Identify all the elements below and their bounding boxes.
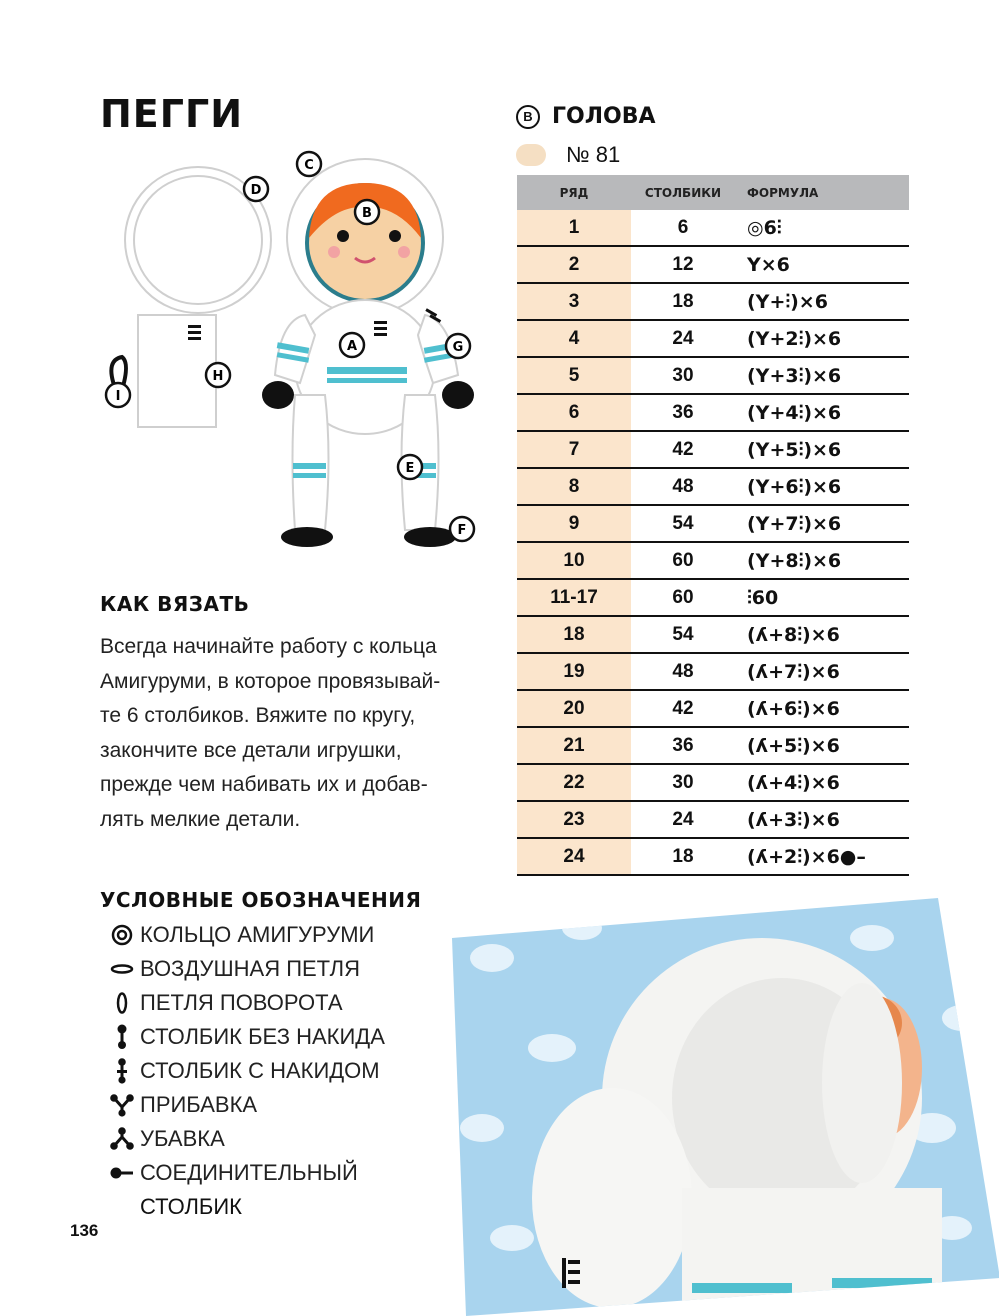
table-row (517, 690, 909, 727)
row-number-cell: 20 (517, 690, 631, 727)
diagram-label: A (346, 339, 358, 354)
row-number-cell: 2 (517, 246, 631, 283)
legend-item (104, 918, 484, 952)
row-number-cell: 5 (517, 357, 631, 394)
table-row (517, 283, 909, 320)
table-row (517, 246, 909, 283)
right-boot (404, 527, 456, 547)
stitches-cell: 30 (631, 357, 735, 394)
diagram-label: B (362, 206, 372, 221)
legend-label: СТОЛБИК БЕЗ НАКИДА (140, 1024, 385, 1049)
row-number-cell: 19 (517, 653, 631, 690)
formula-cell: (ʎ+6⫶)×6 (735, 690, 909, 727)
formula-cell: ◎6⫶ (735, 210, 909, 246)
stitches-cell: 24 (631, 320, 735, 357)
formula-cell: (Y+6⫶)×6 (735, 468, 909, 505)
legend-label-continued: СТОЛБИК (140, 1194, 242, 1219)
stitches-cell: 54 (631, 616, 735, 653)
page-title: ПЕГГИ (100, 92, 243, 136)
stitches-cell: 18 (631, 838, 735, 875)
howto-line: лять мелкие детали. (100, 807, 301, 831)
left-eye (337, 230, 349, 242)
legend-item (104, 1156, 484, 1190)
formula-cell: (Y+3⫶)×6 (735, 357, 909, 394)
howto-text (100, 630, 490, 837)
row-number-cell: 9 (517, 505, 631, 542)
stitches-cell: 12 (631, 246, 735, 283)
slip-stitch-icon (104, 1167, 140, 1179)
formula-cell: (Y+8⫶)×6 (735, 542, 909, 579)
formula-cell: (ʎ+4⫶)×6 (735, 764, 909, 801)
stitches-cell: 42 (631, 431, 735, 468)
col-row-header: РЯД (517, 175, 631, 210)
legend-label: ВОЗДУШНАЯ ПЕТЛЯ (140, 956, 360, 981)
stitches-cell: 60 (631, 579, 735, 616)
diagram-label: C (304, 158, 314, 173)
diagram-label: D (250, 183, 262, 198)
stitches-cell: 42 (631, 690, 735, 727)
stitches-cell: 36 (631, 727, 735, 764)
formula-cell: (ʎ+2⫶)×6●– (735, 838, 909, 875)
left-leg (293, 395, 329, 530)
table-row (517, 801, 909, 838)
diagram-label: G (452, 340, 464, 355)
body-stripe-2 (327, 378, 407, 383)
table-row (517, 579, 909, 616)
left-cheek (328, 246, 340, 258)
diagram-label: H (212, 369, 224, 384)
table-row (517, 505, 909, 542)
formula-cell: (Y+5⫶)×6 (735, 431, 909, 468)
photo-body (682, 1188, 942, 1316)
legend-label: ПРИБАВКА (140, 1092, 258, 1117)
howto-line: закончите все детали игрушки, (100, 738, 402, 762)
decrease-icon (104, 1127, 140, 1151)
formula-cell: Y×6 (735, 246, 909, 283)
body-stripe-1 (327, 367, 407, 374)
row-number-cell: 23 (517, 801, 631, 838)
increase-icon (104, 1093, 140, 1117)
table-row (517, 357, 909, 394)
stitches-cell: 36 (631, 394, 735, 431)
right-eye (389, 230, 401, 242)
legend-item (104, 1020, 484, 1054)
row-number-cell: 1 (517, 210, 631, 246)
right-cheek (398, 246, 410, 258)
yarn-info (516, 142, 620, 168)
photo-arm (532, 1088, 692, 1308)
legend-list (104, 918, 484, 1224)
left-hand (262, 381, 294, 409)
legend-item (104, 1122, 484, 1156)
diagram-label: F (457, 523, 467, 538)
table-row (517, 468, 909, 505)
legend-item (104, 952, 484, 986)
stitches-cell: 18 (631, 283, 735, 320)
visor-inner (134, 176, 262, 304)
table-row (517, 431, 909, 468)
row-number-cell: 3 (517, 283, 631, 320)
row-number-cell: 18 (517, 616, 631, 653)
double-crochet-icon (104, 1058, 140, 1084)
backpack (138, 315, 216, 427)
turn-loop-icon (104, 991, 140, 1015)
stitches-cell: 60 (631, 542, 735, 579)
legend-item (104, 1088, 484, 1122)
table-row (517, 838, 909, 875)
legend-label: КОЛЬЦО АМИГУРУМИ (140, 922, 375, 947)
row-number-cell: 11-17 (517, 579, 631, 616)
row-number-cell: 4 (517, 320, 631, 357)
formula-cell: ⫶60 (735, 579, 909, 616)
part-header (516, 104, 656, 129)
row-number-cell: 21 (517, 727, 631, 764)
col-stitches-header: СТОЛБИКИ (631, 175, 735, 210)
row-number-cell: 10 (517, 542, 631, 579)
table-row (517, 653, 909, 690)
formula-cell: (Y+⫶)×6 (735, 283, 909, 320)
single-crochet-icon (104, 1024, 140, 1050)
formula-cell: (Y+4⫶)×6 (735, 394, 909, 431)
table-row (517, 210, 909, 246)
yarn-number: № 81 (566, 142, 621, 167)
formula-cell: (ʎ+3⫶)×6 (735, 801, 909, 838)
left-boot (281, 527, 333, 547)
formula-cell: (Y+7⫶)×6 (735, 505, 909, 542)
formula-cell: (ʎ+8⫶)×6 (735, 616, 909, 653)
toy-photo (452, 898, 999, 1316)
formula-cell: (Y+2⫶)×6 (735, 320, 909, 357)
stitches-cell: 54 (631, 505, 735, 542)
diagram-label: I (115, 389, 121, 404)
formula-cell: (ʎ+7⫶)×6 (735, 653, 909, 690)
stitches-cell: 48 (631, 653, 735, 690)
howto-line: те 6 столбиков. Вяжите по кругу, (100, 704, 416, 727)
stitches-cell: 24 (631, 801, 735, 838)
formula-cell: (ʎ+5⫶)×6 (735, 727, 909, 764)
table-row (517, 320, 909, 357)
table-row (517, 727, 909, 764)
legend-label: УБАВКА (140, 1126, 225, 1151)
ring-icon (104, 924, 140, 946)
legend-label: СТОЛБИК С НАКИДОМ (140, 1058, 380, 1083)
howto-line: Амигуруми, в которое провязывай- (100, 669, 441, 693)
stitches-cell: 6 (631, 210, 735, 246)
row-number-cell: 22 (517, 764, 631, 801)
diagram-label: E (405, 461, 415, 476)
row-number-cell: 8 (517, 468, 631, 505)
stitches-cell: 30 (631, 764, 735, 801)
chain-icon (104, 963, 140, 975)
howto-heading: КАК ВЯЗАТЬ (100, 592, 250, 616)
legend-item (104, 1054, 484, 1088)
howto-line: прежде чем набивать их и добав- (100, 773, 428, 796)
table-row (517, 542, 909, 579)
table-header-row (517, 175, 909, 210)
row-number-cell: 6 (517, 394, 631, 431)
part-letter: B (516, 105, 540, 129)
yarn-swatch (516, 144, 546, 166)
stitches-cell: 48 (631, 468, 735, 505)
howto-line: Всегда начинайте работу с кольца (100, 635, 437, 658)
page-number: 136 (70, 1221, 99, 1240)
right-hand (442, 381, 474, 409)
pattern-table (517, 175, 909, 876)
astronaut-diagram (100, 145, 500, 565)
legend-label: ПЕТЛЯ ПОВОРОТА (140, 990, 343, 1015)
row-number-cell: 7 (517, 431, 631, 468)
table-row (517, 764, 909, 801)
legend-label: СОЕДИНИТЕЛЬНЫЙ (140, 1160, 358, 1185)
col-formula-header: ФОРМУЛА (735, 175, 909, 210)
legend-item (104, 986, 484, 1020)
table-row (517, 394, 909, 431)
part-title: ГОЛОВА (552, 104, 656, 129)
legend-heading: УСЛОВНЫЕ ОБОЗНАЧЕНИЯ (100, 888, 422, 912)
row-number-cell: 24 (517, 838, 631, 875)
table-row (517, 616, 909, 653)
